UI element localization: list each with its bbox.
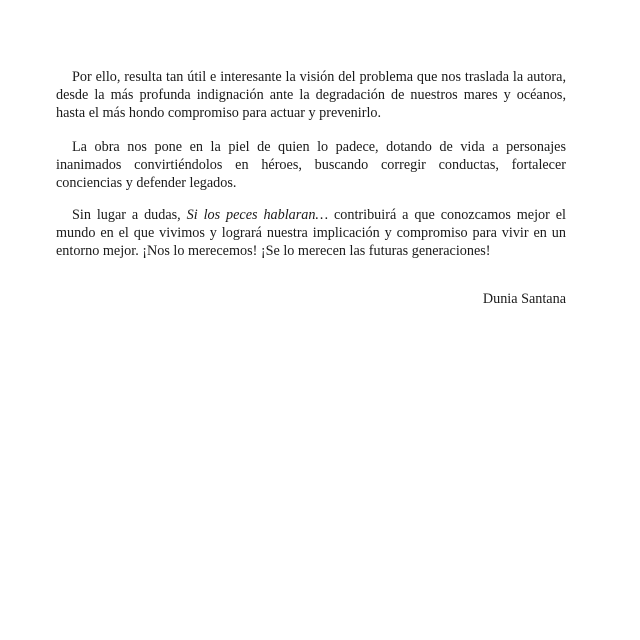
paragraph-1 — [56, 68, 566, 122]
paragraph-3 — [56, 206, 566, 260]
paragraph-2-text: La obra nos pone en la piel de quien lo padece, dotando de vida a personajes inanimados convirtiéndolos en héroes, buscando corregir conductas, fortalecer conciencias y defender legados. — [56, 139, 566, 191]
book-title: Si los peces hablaran… — [186, 207, 329, 223]
paragraph-3-lead: Sin lugar a dudas, — [72, 207, 187, 223]
author-signature: Dunia Santana — [482, 291, 566, 307]
paragraph-1-text: Por ello, resulta tan útil e interesante la visión del problema que nos traslada la autora, desde la más profunda indignación ante la degradación de nuestros mares y océanos, hasta el más hondo compromiso para actuar y prevenirlo. — [56, 69, 566, 121]
paragraph-3-rest: contribuirá a que conozcamos mejor el mundo en el que vivimos y logrará nuestra implicación y compromiso para vivir en un entorno mejor. ¡Nos lo merecemos! ¡Se lo merecen las futuras generaciones! — [56, 207, 566, 259]
paragraph-2 — [56, 138, 566, 192]
paragraph-3-text — [56, 206, 566, 260]
